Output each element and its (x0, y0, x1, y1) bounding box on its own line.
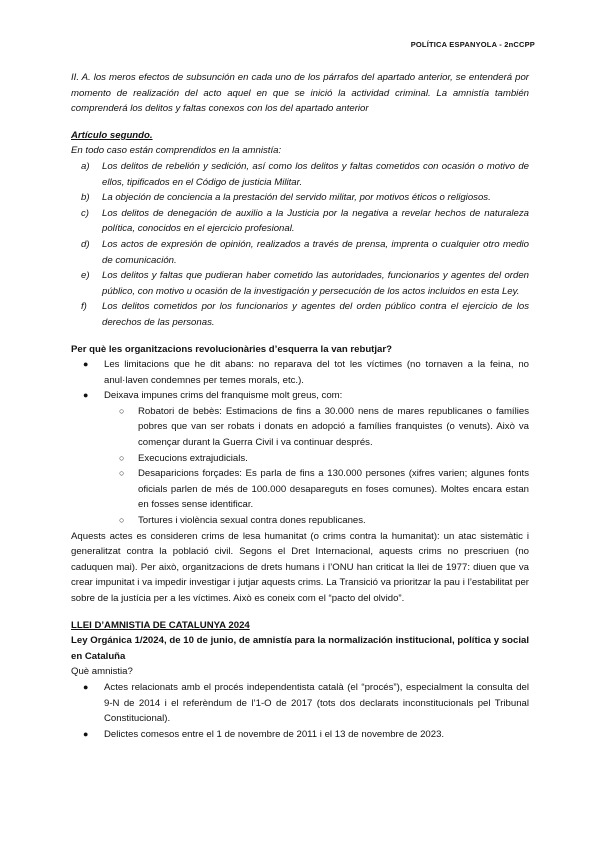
crimes-sublist (104, 404, 529, 529)
bullet-icon: ● (83, 681, 89, 692)
article-list (71, 159, 529, 331)
list-item: ○ Desaparicions forçades: Es parla de fins a 130.000 persones (xifres varien; algunes fonts oficials parlen de més de 100.000 desapareguts en foses comunes). Moltes encara estan en fosses sense identificar. (119, 468, 529, 511)
law-title: Ley Orgánica 1/2024, de 10 de junio, de amnistía para la normalización institucional, política y social en Cataluña (71, 635, 529, 662)
intro-paragraph: II. A. los meros efectos de subsunción en cada uno de los párrafos del apartado anterior, se entenderá por momento de realización del acto aquel en que se inició la actividad criminal. La amnistía también comprenderá los delitos y faltas conexos con los del apartado anterior (71, 72, 529, 115)
circle-bullet-icon: ○ (119, 405, 125, 416)
circle-bullet-icon: ○ (119, 468, 125, 479)
list-item: b) La objeción de conciencia a la prestación del servido militar, por motivos éticos o religiosos. (81, 192, 491, 204)
list-item: e) Los delitos y faltas que pudieran haber cometido las autoridades, funcionarios y agentes del orden público, con motivo u ocasión de la investigación y persecución de los actos incluidos en esta Ley. (81, 270, 529, 297)
bullet-icon: ● (83, 390, 89, 401)
document-body (71, 70, 529, 742)
section-heading: LLEI D’AMNISTIA DE CATALUNYA 2024 (71, 619, 250, 631)
list-item: ● Les limitacions que he dit abans: no reparava del tot les víctimes (no tornaven a la feina, no anul·laven condemnes per temes morals, etc.). (83, 359, 529, 386)
amnesty-list (71, 680, 529, 742)
list-item: c) Los delitos de denegación de auxilio a la Justicia por la negativa a revelar hechos de naturaleza política, conocidos en el ejercicio profesional. (81, 207, 529, 235)
list-item: ● Actes relacionats amb el procés independentista català (el “procés”), especialment la consulta del 9-N de 2014 i el referèndum de l’1-O de 2017 (tots dos declarats inconstitucionals pel Tribunal Constitucional). (83, 681, 529, 725)
list-item: d) Los actos de expresión de opinión, realizados a través de prensa, imprenta o cualquier otro medio de comunicación. (81, 238, 529, 266)
question-label: Què amnistia? (71, 666, 133, 678)
list-item: ● Delictes comesos entre el 1 de novembre de 2011 i el 13 de novembre de 2023. (71, 727, 529, 743)
article-title: Artículo segundo. (71, 129, 153, 141)
list-item: f) Los delitos cometidos por los funcionarios y agentes del orden público contra el ejercicio de los derechos de las personas. (81, 301, 529, 328)
page-header: POLÍTICA ESPANYOLA - 2nCCPP (410, 40, 535, 49)
list-item: ○ Execucions extrajudicials. (104, 451, 529, 467)
list-item: a) Los delitos de rebelión y sedición, así como los delitos y faltas cometidos con ocasión o motivo de ellos, tipificados en el Código de justicia Militar. (81, 160, 529, 188)
list-item: ○ Robatori de bebès: Estimacions de fins a 30.000 nens de mares republicanes o famílies pobres que van ser robats i donats en adopció a famílies franquistes (o venuts). Això va començar durant la Guerra Civil i va continuar després. (119, 405, 529, 449)
closing-paragraph: Aquests actes es consideren crims de lesa humanitat (o crims contra la humanitat): un atac sistemàtic i generalitzat contra la població civil. Segons el Dret Internacional, aquests crims no prescriuen (no caduquen mai). Per això, organitzacions de drets humans i l’ONU han criticat la llei de 1977: diuen que va crear impunitat i va impedir investigar i jutjar aquests crims. La Transició va prioritzar la pau i l’estabilitat per sobre de la justícia per a les víctimes. Això es coneix com el “pacto del olvido”. (71, 530, 529, 604)
reasons-list (71, 357, 529, 529)
section-question-title: Per què les organitzacions revolucionàries d’esquerra la van rebutjar? (71, 343, 392, 355)
list-item: ○ Tortures i violència sexual contra dones republicanes. (104, 513, 529, 529)
list-item: ● Deixava impunes crims del franquisme molt greus, com: ○ Robatori de bebès: Estimacions de fins a 30.000 nens de mares republicanes o famílies pobres que van ser robats i donats en adopció a famílies franquistes (o venuts). Això va començar durant la Guerra Civil i va continuar després. ○ Execucions extrajudicials. ○ Desaparicions forçades: Es parla de fins a 130.000 persones (xifres varien; algunes fonts oficials parlen de més de 100.000 desapareguts en foses comunes). Moltes encara estan en fosses sense identificar. ○ Tortures i violència sexual contra dones republicanes. (71, 388, 529, 528)
article-lead: En todo caso están comprendidos en la amnistía: (71, 145, 282, 157)
bullet-icon: ● (83, 728, 89, 739)
bullet-icon: ● (83, 359, 89, 370)
circle-bullet-icon: ○ (119, 452, 125, 463)
circle-bullet-icon: ○ (119, 515, 125, 526)
